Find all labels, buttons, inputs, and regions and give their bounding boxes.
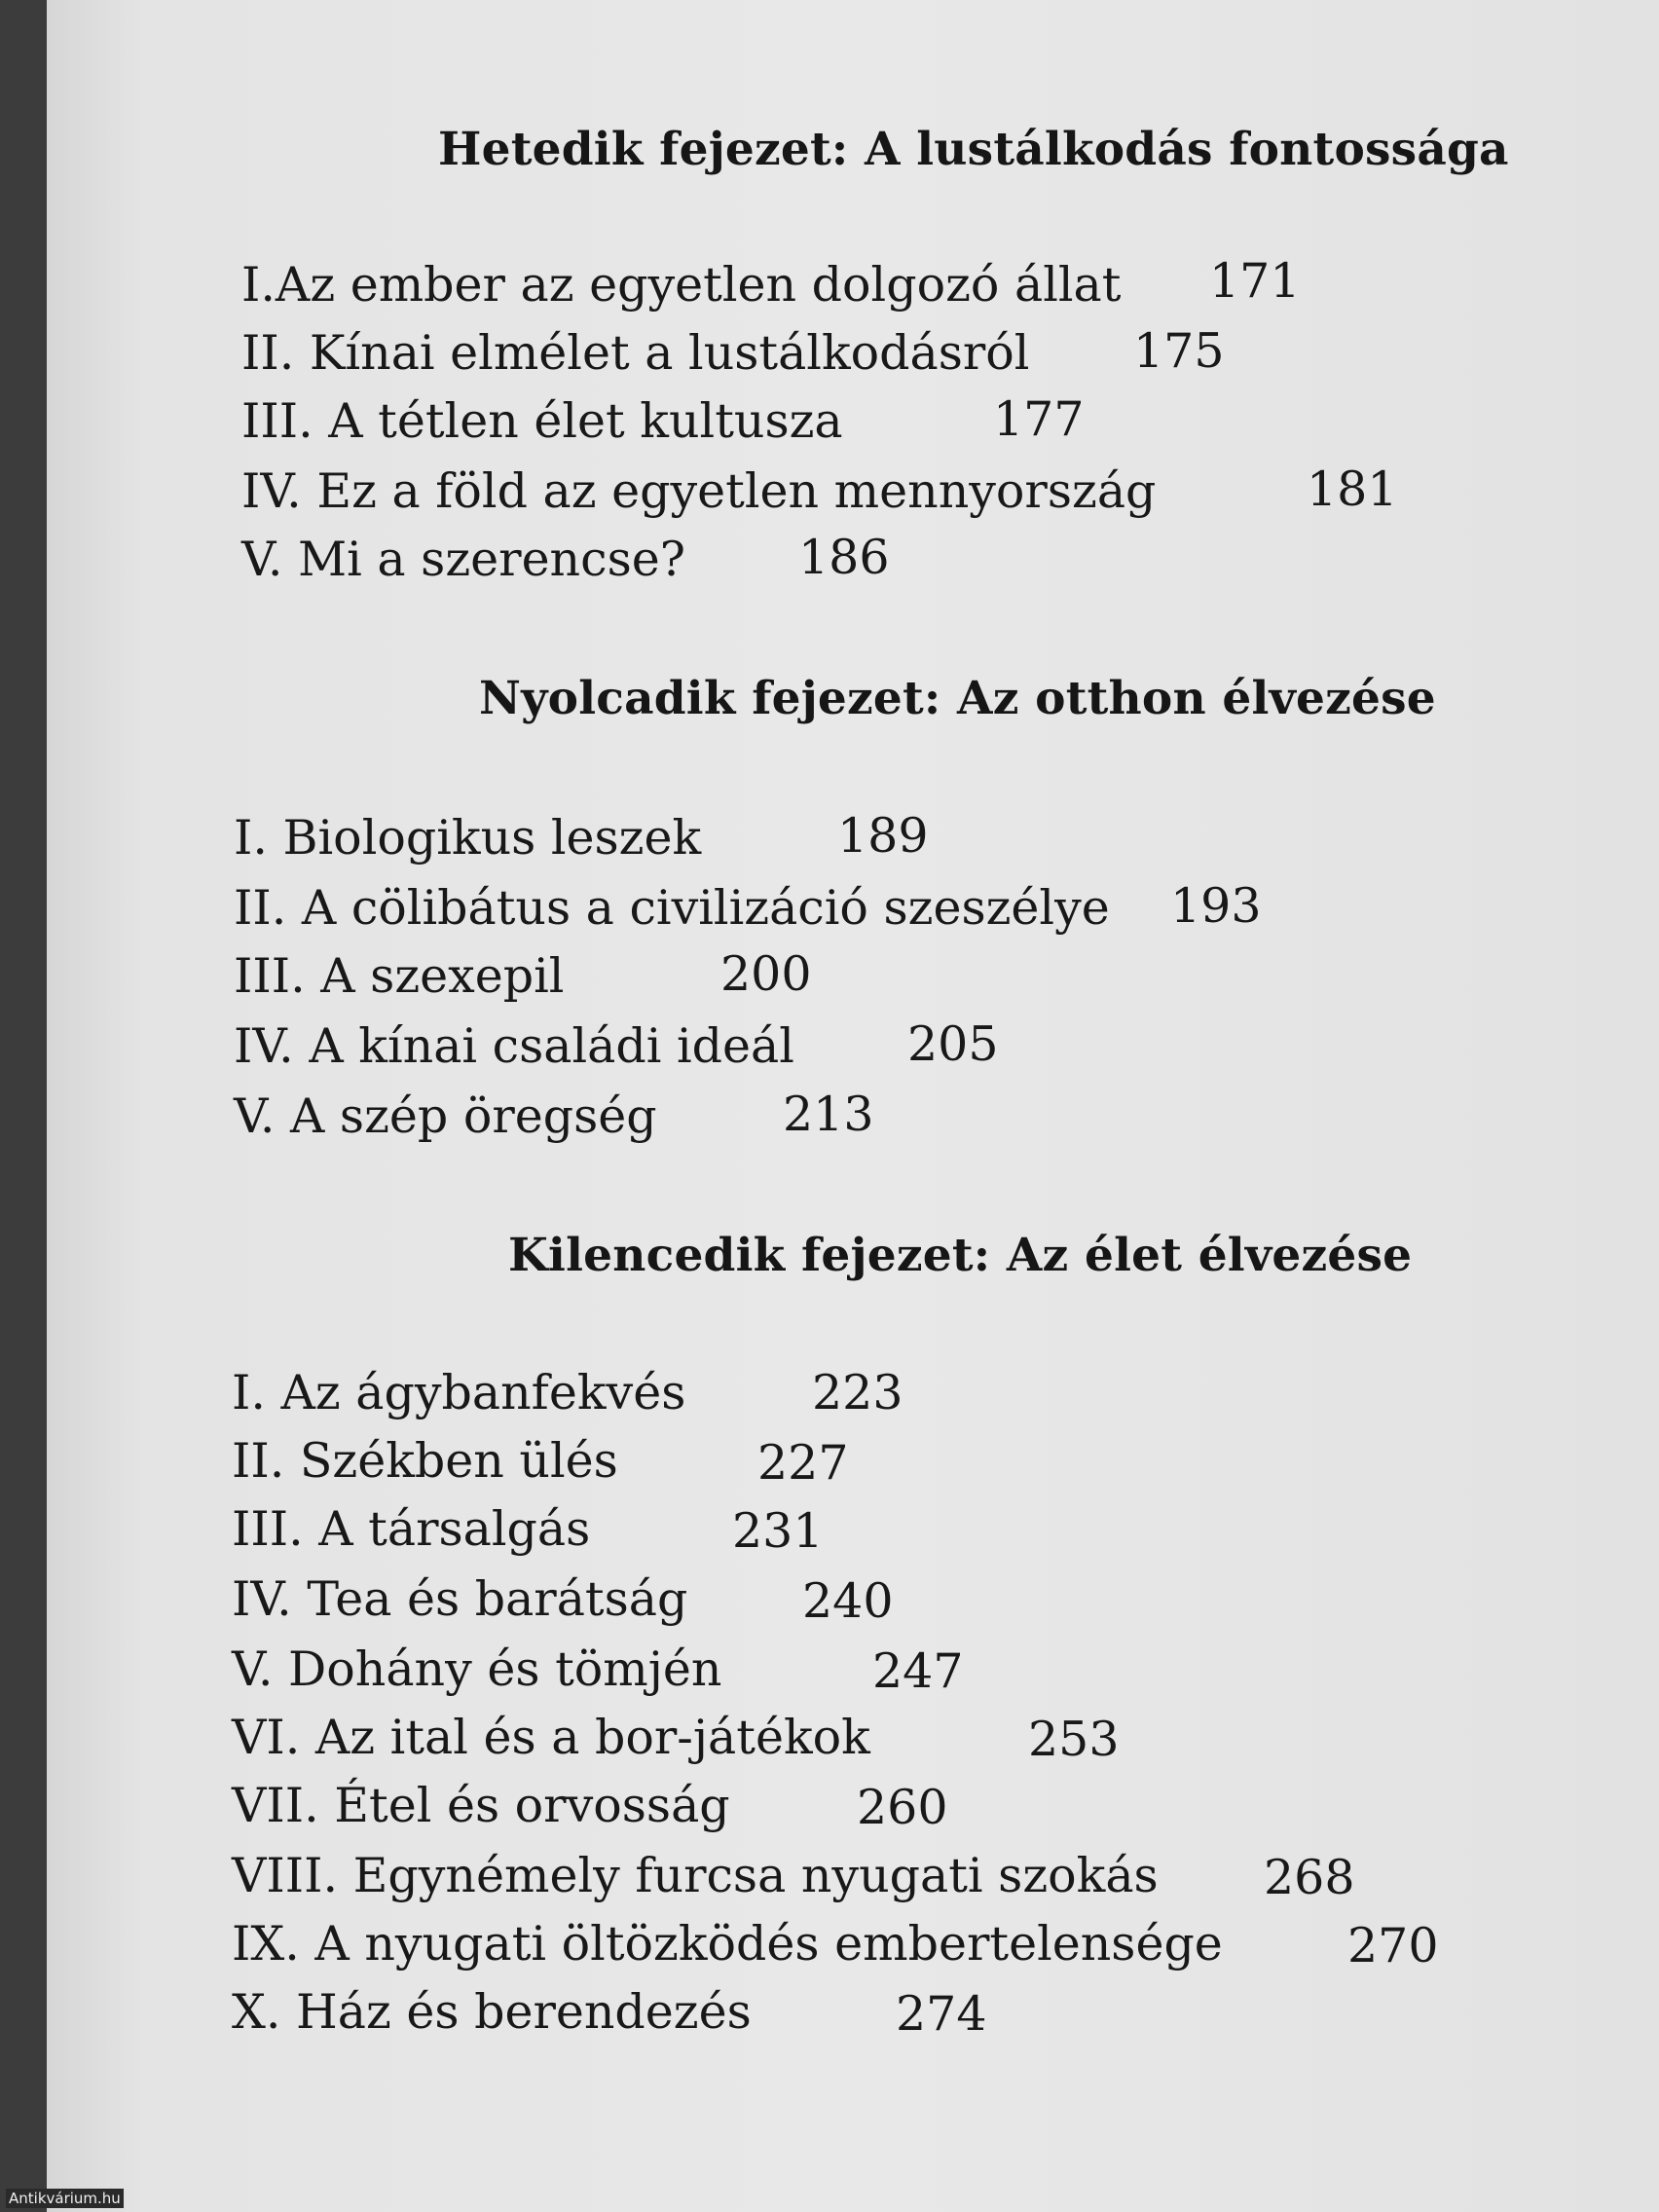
toc-entry: IV. Tea és barátság <box>232 1571 688 1627</box>
toc-page-number: 227 <box>757 1435 849 1491</box>
toc-entry: VIII. Egynémely furcsa nyugati szokás <box>232 1848 1159 1903</box>
toc-page-number: 205 <box>907 1016 999 1072</box>
toc-page-number: 186 <box>798 530 890 585</box>
toc-page-number: 240 <box>802 1573 894 1629</box>
chapter-title: Kilencedik fejezet: Az élet élvezése <box>508 1229 1413 1282</box>
toc-entry: VI. Az ital és a bor-játékok <box>232 1710 870 1765</box>
toc-page-number: 177 <box>993 391 1085 447</box>
toc-entry: VII. Étel és orvosság <box>232 1778 730 1833</box>
toc-entry: III. A társalgás <box>232 1501 591 1557</box>
toc-entry: V. A szép öregség <box>234 1088 657 1144</box>
toc-page-number: 189 <box>837 808 929 864</box>
toc-page-number: 247 <box>872 1643 964 1699</box>
toc-entry: I. Az ágybanfekvés <box>232 1365 686 1420</box>
toc-page-number: 231 <box>732 1503 824 1559</box>
chapter-title: Nyolcadik fejezet: Az otthon élvezése <box>479 672 1436 725</box>
toc-page-number: 270 <box>1347 1918 1439 1973</box>
toc-entry: X. Ház és berendezés <box>232 1984 752 2040</box>
toc-page-number: 274 <box>896 1986 987 2042</box>
toc-page-number: 200 <box>720 946 812 1002</box>
toc-page-number: 253 <box>1028 1712 1120 1767</box>
book-page <box>47 0 1659 2212</box>
toc-entry: I. Biologikus leszek <box>234 810 702 866</box>
toc-page-number: 260 <box>857 1780 948 1835</box>
toc-entry: II. A cölibátus a civilizáció szeszélye <box>234 880 1110 936</box>
toc-page-number: 213 <box>783 1087 874 1142</box>
toc-page-number: 171 <box>1209 253 1301 309</box>
toc-page-number: 193 <box>1170 878 1262 934</box>
toc-entry: I.Az ember az egyetlen dolgozó állat <box>241 257 1122 313</box>
toc-page-number: 223 <box>812 1365 903 1420</box>
toc-entry: IX. A nyugati öltözködés embertelensége <box>232 1916 1223 1972</box>
toc-entry: IV. Ez a föld az egyetlen mennyország <box>241 463 1157 519</box>
toc-entry: III. A szexepil <box>234 948 565 1004</box>
site-watermark: Antikvárium.hu <box>6 2189 124 2208</box>
toc-entry: V. Dohány és tömjén <box>232 1641 722 1697</box>
toc-entry: II. Székben ülés <box>232 1433 618 1489</box>
toc-entry: V. Mi a szerencse? <box>241 532 685 587</box>
chapter-title: Hetedik fejezet: A lustálkodás fontossága <box>438 123 1509 176</box>
toc-entry: IV. A kínai családi ideál <box>234 1018 794 1074</box>
toc-entry: II. Kínai elmélet a lustálkodásról <box>241 325 1030 381</box>
toc-page-number: 181 <box>1307 461 1398 517</box>
toc-page-number: 268 <box>1264 1850 1355 1905</box>
toc-page-number: 175 <box>1133 323 1225 379</box>
toc-entry: III. A tétlen élet kultusza <box>241 393 843 449</box>
